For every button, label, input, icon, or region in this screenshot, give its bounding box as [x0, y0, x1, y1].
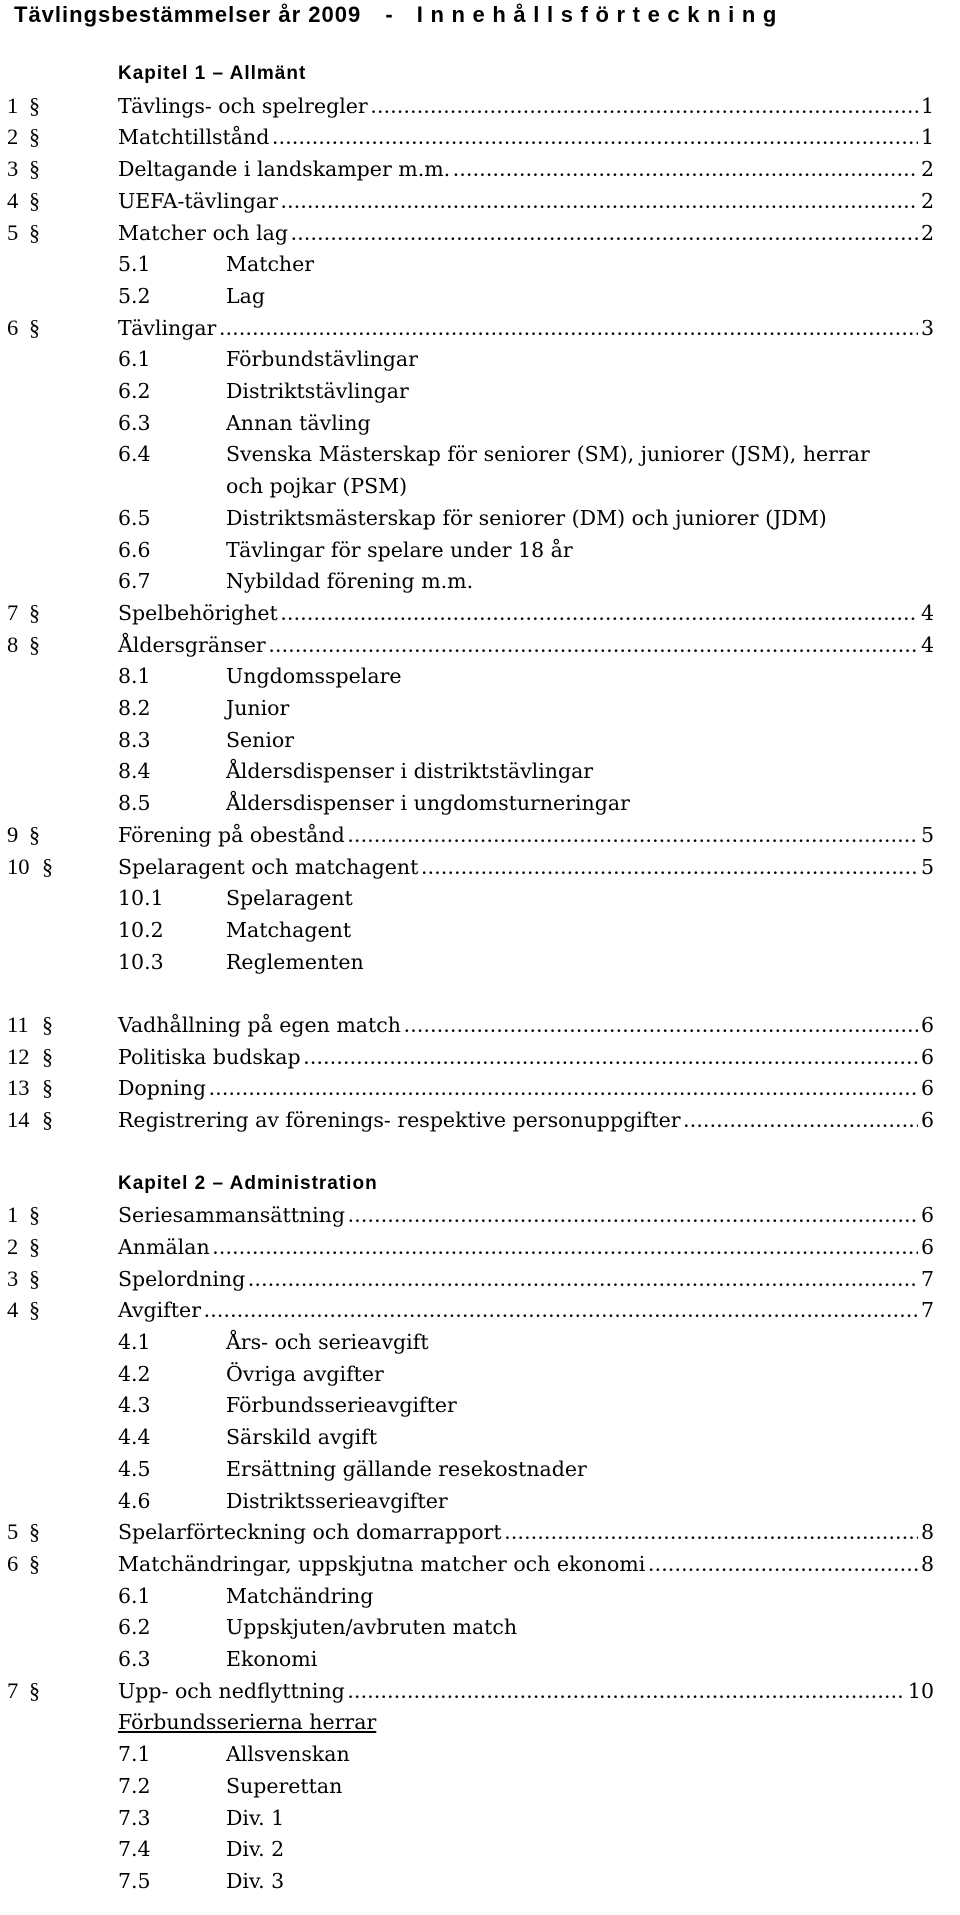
subsection-title: Matchagent: [226, 917, 352, 942]
toc-leader-line: [118, 1041, 934, 1073]
subsection-title: Ungdomsspelare: [226, 664, 402, 689]
page-number: 6: [920, 1076, 934, 1101]
section-number: 11: [7, 1012, 29, 1037]
section-title: Vadhållning på egen match: [118, 1013, 401, 1037]
dot-leader: [421, 851, 918, 883]
section-title: Tävlings- och spelregler: [118, 93, 368, 118]
toc-subentry[interactable]: [0, 1865, 960, 1897]
page-number: 5: [920, 854, 934, 879]
dot-leader: [505, 1516, 918, 1548]
chapter-heading: [0, 1168, 960, 1200]
dot-leader: [348, 1675, 905, 1707]
subsection-number: 6.3: [118, 1647, 151, 1671]
toc-entry[interactable]: [0, 1199, 960, 1231]
subsection-number: 4.5: [118, 1456, 151, 1481]
toc-leader-line: [118, 1675, 934, 1707]
toc-subentry[interactable]: [0, 1326, 960, 1358]
chapter-heading: [0, 58, 960, 90]
toc-entry[interactable]: [0, 121, 960, 153]
blank-row: [0, 977, 960, 1009]
subsection-title-continued: och pojkar (PSM): [226, 474, 408, 499]
dot-leader: [648, 1548, 918, 1580]
toc-leader-line: [118, 217, 934, 249]
section-sign: §: [42, 1107, 53, 1133]
toc-leader-line: [118, 851, 934, 883]
subsection-title: Ekonomi: [226, 1647, 318, 1671]
toc-entry[interactable]: [0, 153, 960, 185]
section-sign: §: [29, 314, 40, 340]
dot-leader: [291, 217, 918, 249]
page-number: 6: [920, 1234, 934, 1259]
subsection-title: Nybildad förening m.m.: [226, 569, 474, 594]
toc-entry[interactable]: [0, 217, 960, 249]
dot-leader: [281, 597, 918, 629]
toc-entry[interactable]: [0, 1548, 960, 1580]
dot-leader: [272, 121, 918, 153]
section-number: 6: [7, 1550, 19, 1576]
subsection-number: 7.4: [118, 1837, 151, 1862]
subsection-title: Uppskjuten/avbruten match: [226, 1615, 518, 1640]
chapter-title: Kapitel 1 – Allmänt: [118, 63, 307, 84]
subsection-title: Förbundstävlingar: [226, 347, 418, 372]
toc-subentry[interactable]: [0, 1421, 960, 1453]
section-title: UEFA-tävlingar: [118, 188, 278, 213]
section-title: Matchändringar, uppskjutna matcher och ekonomi: [118, 1551, 646, 1576]
section-number: 2: [7, 124, 19, 150]
page-number: 2: [920, 157, 934, 182]
page-number: 4: [920, 600, 934, 625]
toc-subentry[interactable]: [0, 1643, 960, 1675]
dot-leader: [304, 1041, 918, 1073]
subsection-title: Div. 1: [226, 1805, 285, 1830]
page-number: 5: [920, 822, 934, 847]
toc-subentry[interactable]: [0, 343, 960, 375]
page-number: 7: [920, 1298, 934, 1323]
section-title: Seriesammansättning: [118, 1203, 346, 1228]
toc-leader-line: [118, 185, 934, 217]
subsection-title: Junior: [226, 696, 290, 720]
document-title: Tävlingsbestämmelser år 2009: [14, 2, 362, 27]
page-number: 2: [920, 220, 934, 245]
section-number: 9: [7, 821, 19, 847]
toc-leader-line: [118, 1199, 934, 1231]
subsection-title: Särskild avgift: [226, 1425, 378, 1450]
page-number: 3: [920, 315, 934, 340]
toc-entry[interactable]: [0, 90, 960, 122]
section-sign: §: [29, 599, 40, 625]
dot-leader: [269, 629, 918, 661]
subsection-number: 4.3: [118, 1393, 151, 1418]
toc-leader-line: [118, 121, 934, 153]
toc-subentry[interactable]: [0, 1611, 960, 1643]
subsection-title: Övriga avgifter: [226, 1361, 384, 1386]
section-number: 8: [7, 631, 19, 657]
subsection-number: 5.1: [118, 252, 151, 277]
subsection-number: 4.1: [118, 1330, 151, 1354]
toc-entry[interactable]: [0, 1231, 960, 1263]
toc-leader-line: [118, 1072, 934, 1104]
section-sign: §: [29, 631, 40, 657]
toc-entry[interactable]: [0, 1104, 960, 1136]
subsection-number: 7.1: [118, 1742, 151, 1767]
subsection-number: 5.2: [118, 283, 151, 308]
dot-leader: [404, 1009, 918, 1041]
section-title: Spelbehörighet: [118, 600, 278, 625]
subsection-number: 8.4: [118, 759, 151, 784]
dot-leader: [209, 1072, 918, 1104]
toc-subentry[interactable]: [0, 882, 960, 914]
subsection-title: Förbundsserieavgifter: [226, 1393, 457, 1418]
toc-subentry[interactable]: [0, 438, 960, 470]
subsection-number: 6.4: [118, 442, 151, 467]
toc-subentry[interactable]: [0, 1453, 960, 1485]
section-title: Registrering av förenings- respektive personuppgifter: [118, 1108, 681, 1133]
subsection-title: Års- och serieavgift: [226, 1330, 429, 1354]
page-number: 8: [920, 1551, 934, 1576]
section-number: 4: [7, 1297, 19, 1323]
toc-leader-line: [118, 597, 934, 629]
toc-subentry[interactable]: [0, 660, 960, 692]
section-title: Upp- och nedflyttning: [118, 1678, 345, 1703]
toc-subentry[interactable]: [0, 1389, 960, 1421]
subsection-number: 7.5: [118, 1868, 151, 1893]
dot-leader: [348, 819, 918, 851]
subsection-title: Åldersdispenser i ungdomsturneringar: [226, 791, 630, 816]
toc-entry[interactable]: [0, 1009, 960, 1041]
section-sign: §: [29, 1265, 40, 1291]
toc-entry[interactable]: [0, 185, 960, 217]
toc-subentry[interactable]: [0, 692, 960, 724]
group-heading-text: Förbundsserierna herrar: [118, 1710, 377, 1735]
subsection-number: 6.1: [118, 1583, 151, 1608]
page-number: 6: [920, 1203, 934, 1228]
toc-subentry[interactable]: [0, 1802, 960, 1834]
dot-leader: [248, 1263, 918, 1295]
section-title: Spelordning: [118, 1266, 246, 1291]
subsection-number: 6.7: [118, 569, 151, 594]
subsection-number: 7.2: [118, 1773, 151, 1798]
subsection-number: 6.6: [118, 537, 151, 562]
section-title: Dopning: [118, 1076, 206, 1101]
section-number: 2: [7, 1233, 19, 1259]
subsection-number: 8.5: [118, 791, 151, 816]
section-sign: §: [29, 124, 40, 150]
section-sign: §: [29, 92, 40, 118]
toc-subentry[interactable]: [0, 914, 960, 946]
subsection-title: Distriktsserieavgifter: [226, 1488, 448, 1513]
section-title: Matcher och lag: [118, 220, 289, 245]
subsection-number: 6.3: [118, 410, 151, 435]
subsection-number: 4.4: [118, 1425, 151, 1450]
blank-row: [0, 1136, 960, 1168]
section-number: 13: [7, 1075, 30, 1101]
toc-leader-line: [118, 153, 934, 185]
section-title: Deltagande i landskamper m.m.: [118, 157, 451, 182]
subsection-title: Div. 2: [226, 1837, 285, 1862]
toc-subentry[interactable]: [0, 1770, 960, 1802]
dot-leader: [348, 1199, 918, 1231]
subsection-title: Allsvenskan: [226, 1742, 350, 1767]
subsection-number: 6.2: [118, 1615, 151, 1640]
group-heading: [0, 1706, 960, 1738]
dot-leader: [219, 312, 918, 344]
toc-subentry[interactable]: [0, 946, 960, 978]
toc-entry[interactable]: [0, 1516, 960, 1548]
header-separator: -: [385, 2, 393, 27]
section-sign: §: [42, 853, 53, 879]
section-title: Spelaragent och matchagent: [118, 854, 419, 879]
subsection-number: 4.6: [118, 1488, 151, 1513]
section-number: 14: [7, 1107, 30, 1133]
toc-subentry[interactable]: [0, 787, 960, 819]
subsection-title: Div. 3: [226, 1868, 285, 1893]
subsection-title: Svenska Mästerskap för seniorer (SM), juniorer (JSM), herrar: [226, 442, 870, 467]
page-number: 6: [920, 1013, 934, 1037]
toc-entry[interactable]: [0, 1675, 960, 1707]
toc-entry[interactable]: [0, 819, 960, 851]
page-number: 8: [920, 1520, 934, 1545]
subsection-number: 8.2: [118, 696, 151, 720]
subsection-number: 4.2: [118, 1361, 151, 1386]
page-number: 6: [920, 1108, 934, 1133]
toc-subentry[interactable]: [0, 724, 960, 756]
toc-leader-line: [118, 90, 934, 122]
toc-subentry-continuation: [0, 470, 960, 502]
page-number: 1: [920, 93, 934, 118]
toc-leader-line: [118, 312, 934, 344]
subsection-number: 8.3: [118, 727, 151, 752]
subsection-number: 10.2: [118, 917, 164, 942]
section-number: 5: [7, 1519, 19, 1545]
toc-subentry[interactable]: [0, 375, 960, 407]
section-sign: §: [29, 1202, 40, 1228]
section-title: Avgifter: [118, 1298, 201, 1323]
toc-subentry[interactable]: [0, 1833, 960, 1865]
toc-entry[interactable]: [0, 1072, 960, 1104]
toc-leader-line: [118, 1104, 934, 1136]
toc-subentry[interactable]: [0, 248, 960, 280]
section-sign: §: [29, 187, 40, 213]
dot-leader: [684, 1104, 918, 1136]
subsection-number: 10.3: [118, 949, 164, 974]
section-number: 10: [7, 853, 30, 879]
page-number: 6: [920, 1044, 934, 1069]
section-title: Tävlingar: [118, 315, 217, 340]
dot-leader: [204, 1294, 918, 1326]
subsection-number: 6.2: [118, 379, 151, 403]
toc-entry[interactable]: [0, 312, 960, 344]
subsection-title: Distriktsmästerskap för seniorer (DM) och juniorer (JDM): [226, 505, 827, 530]
section-number: 1: [7, 92, 19, 118]
page-number: 1: [920, 125, 934, 150]
section-number: 6: [7, 314, 19, 340]
dot-leader: [281, 185, 918, 217]
toc-leader-line: [118, 1009, 934, 1041]
section-sign: §: [42, 1043, 53, 1069]
section-title: Politiska budskap: [118, 1044, 301, 1069]
toc-leader-line: [118, 629, 934, 661]
page-number: 2: [920, 188, 934, 213]
toc-leader-line: [118, 819, 934, 851]
page-number: 7: [920, 1266, 934, 1291]
toc-leader-line: [118, 1548, 934, 1580]
dot-leader: [213, 1231, 918, 1263]
subsection-title: Reglementen: [226, 949, 364, 974]
toc-subentry[interactable]: [0, 534, 960, 566]
section-sign: §: [29, 156, 40, 182]
subsection-title: Superettan: [226, 1773, 343, 1798]
section-sign: §: [29, 1297, 40, 1323]
subsection-title: Annan tävling: [226, 410, 371, 435]
subsection-number: 8.1: [118, 664, 151, 689]
section-title: Anmälan: [118, 1234, 210, 1259]
page-number: 10: [907, 1678, 934, 1703]
section-sign: §: [42, 1075, 53, 1101]
section-sign: §: [29, 1677, 40, 1703]
section-title: Spelarförteckning och domarrapport: [118, 1520, 502, 1545]
toc-entry[interactable]: [0, 851, 960, 883]
section-number: 4: [7, 187, 19, 213]
subsection-title: Tävlingar för spelare under 18 år: [226, 537, 573, 562]
toc-subentry[interactable]: [0, 1580, 960, 1612]
toc-heading: Innehållsförteckning: [416, 2, 784, 27]
dot-leader: [453, 153, 918, 185]
subsection-number: 6.1: [118, 347, 151, 372]
subsection-number: 10.1: [118, 886, 164, 911]
toc-entry[interactable]: [0, 597, 960, 629]
toc-entry[interactable]: [0, 1263, 960, 1295]
page-number: 4: [920, 632, 934, 657]
subsection-title: Senior: [226, 727, 295, 752]
toc-subentry[interactable]: [0, 1358, 960, 1390]
subsection-title: Matchändring: [226, 1583, 374, 1608]
subsection-title: Lag: [226, 283, 265, 308]
dot-leader: [371, 90, 918, 122]
toc-subentry[interactable]: [0, 755, 960, 787]
section-title: Matchtillstånd: [118, 125, 270, 150]
section-sign: §: [29, 1233, 40, 1259]
toc-leader-line: [118, 1294, 934, 1326]
subsection-title: Ersättning gällande resekostnader: [226, 1456, 587, 1481]
section-number: 7: [7, 599, 19, 625]
section-number: 3: [7, 1265, 19, 1291]
section-number: 1: [7, 1202, 19, 1228]
section-number: 7: [7, 1677, 19, 1703]
subsection-number: 6.5: [118, 505, 151, 530]
subsection-title: Spelaragent: [226, 886, 353, 911]
subsection-number: 7.3: [118, 1805, 151, 1830]
toc-entry[interactable]: [0, 1294, 960, 1326]
toc-leader-line: [118, 1516, 934, 1548]
section-sign: §: [29, 821, 40, 847]
toc-subentry[interactable]: [0, 502, 960, 534]
subsection-title: Distriktstävlingar: [226, 379, 409, 403]
chapter-title: Kapitel 2 – Administration: [118, 1172, 378, 1194]
section-sign: §: [29, 1550, 40, 1576]
section-number: 5: [7, 219, 19, 245]
toc-subentry[interactable]: [0, 280, 960, 312]
toc-subentry[interactable]: [0, 407, 960, 439]
section-title: Åldersgränser: [118, 632, 266, 657]
section-title: Förening på obestånd: [118, 822, 345, 847]
section-sign: §: [29, 1519, 40, 1545]
toc-subentry[interactable]: [0, 1485, 960, 1517]
subsection-title: Åldersdispenser i distriktstävlingar: [226, 759, 594, 784]
toc-entry[interactable]: [0, 1041, 960, 1073]
toc-subentry[interactable]: [0, 1738, 960, 1770]
section-sign: §: [42, 1012, 53, 1037]
toc-leader-line: [118, 1231, 934, 1263]
section-number: 3: [7, 156, 19, 182]
subsection-title: Matcher: [226, 252, 315, 277]
toc-entry[interactable]: [0, 629, 960, 661]
toc-leader-line: [118, 1263, 934, 1295]
section-sign: §: [29, 219, 40, 245]
section-number: 12: [7, 1043, 30, 1069]
toc-subentry[interactable]: [0, 565, 960, 597]
